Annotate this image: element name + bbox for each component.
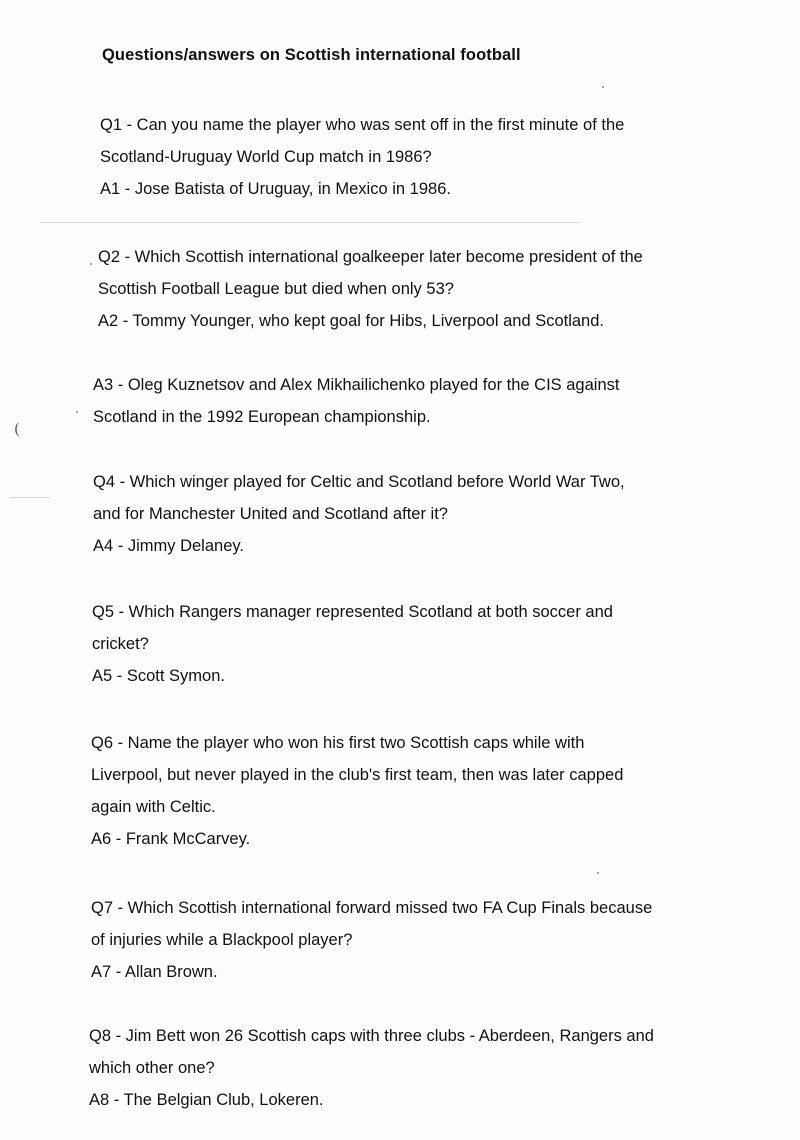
qa-line: A7 - Allan Brown.	[91, 963, 218, 981]
qa-line: A3 - Oleg Kuznetsov and Alex Mikhailichenko played for the CIS against	[93, 376, 620, 394]
qa-line: which other one?	[89, 1059, 215, 1077]
qa-line: A8 - The Belgian Club, Lokeren.	[89, 1091, 324, 1109]
scan-speck	[90, 263, 92, 265]
qa-line: A5 - Scott Symon.	[92, 667, 225, 685]
qa-block-q1	[100, 109, 624, 205]
scan-speck	[602, 86, 604, 88]
qa-line: Scotland in the 1992 European championship.	[93, 408, 431, 426]
qa-line: and for Manchester United and Scotland after it?	[93, 505, 448, 523]
qa-block-a3	[93, 369, 619, 433]
scan-artifact-line	[10, 497, 50, 498]
scan-speck	[597, 872, 599, 874]
qa-line: of injuries while a Blackpool player?	[91, 931, 353, 949]
qa-line: cricket?	[92, 635, 149, 653]
qa-line: Q1 - Can you name the player who was sent off in the first minute of the	[100, 116, 625, 134]
qa-line: A1 - Jose Batista of Uruguay, in Mexico in 1986.	[100, 180, 451, 198]
margin-mark: (	[14, 420, 20, 438]
qa-block-q8	[89, 1020, 654, 1116]
qa-line: A2 - Tommy Younger, who kept goal for Hibs, Liverpool and Scotland.	[98, 312, 604, 330]
qa-block-q5	[92, 596, 613, 692]
scan-speck	[76, 411, 78, 413]
qa-line: Q7 - Which Scottish international forward missed two FA Cup Finals because	[91, 899, 653, 917]
qa-block-q2	[98, 241, 643, 337]
page-title: Questions/answers on Scottish international football	[102, 46, 521, 64]
qa-line: Liverpool, but never played in the club's first team, then was later capped	[91, 766, 624, 784]
qa-line: A6 - Frank McCarvey.	[91, 830, 251, 848]
qa-line: Scottish Football League but died when only 53?	[98, 280, 454, 298]
qa-line: Q8 - Jim Bett won 26 Scottish caps with three clubs - Aberdeen, Rangers and	[89, 1027, 654, 1045]
qa-line: Q5 - Which Rangers manager represented Scotland at both soccer and	[92, 603, 613, 621]
qa-line: Q2 - Which Scottish international goalkeeper later become president of the	[98, 248, 643, 266]
scan-artifact-line	[40, 222, 580, 223]
qa-line: Q4 - Which winger played for Celtic and Scotland before World War Two,	[93, 473, 625, 491]
qa-line: Q6 - Name the player who won his first two Scottish caps while with	[91, 734, 585, 752]
qa-line: A4 - Jimmy Delaney.	[93, 537, 244, 555]
qa-block-q7	[91, 892, 652, 988]
qa-line: again with Celtic.	[91, 798, 216, 816]
qa-line: Scotland-Uruguay World Cup match in 1986?	[100, 148, 432, 166]
qa-block-q6	[91, 727, 623, 855]
qa-block-q4	[93, 466, 625, 562]
